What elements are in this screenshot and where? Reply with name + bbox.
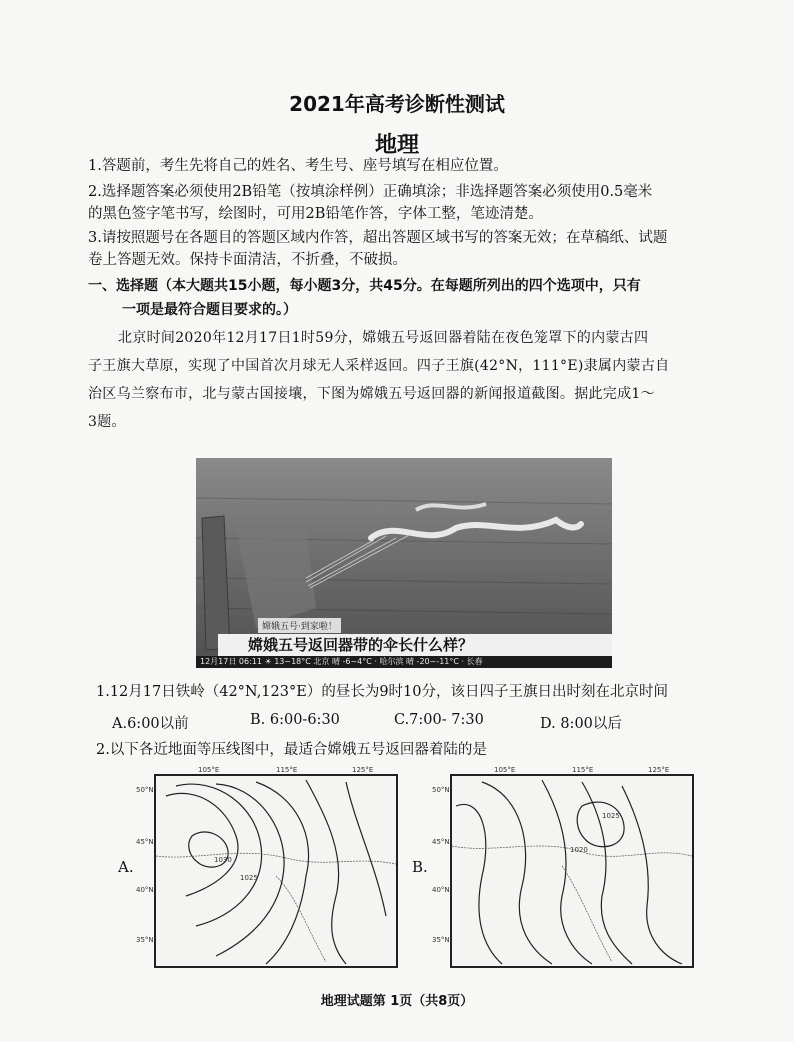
map-b-lon-tick: 105°E — [494, 766, 516, 774]
q1-option-b: B. 6:00-6:30 — [250, 712, 340, 728]
passage-line: 北京时间2020年12月17日1时59分，嫦娥五号返回器着陆在夜色笼罩下的内蒙古四 — [118, 330, 649, 346]
map-b-lat-tick: 40°N — [432, 886, 450, 894]
map-b-lon-tick: 115°E — [572, 766, 594, 774]
map-b-isobar-value: 1025 — [602, 812, 620, 820]
map-a-lat-tick: 35°N — [136, 936, 154, 944]
passage-line: 3题。 — [88, 414, 126, 430]
news-ticker: 12月17日 06:11 ☀ 13~18°C 北京 晴 -6~4°C · 哈尔滨 晴 -20~-11°C · 长春 — [196, 656, 612, 668]
map-b-lat-tick: 45°N — [432, 838, 450, 846]
map-b-lon-tick: 125°E — [648, 766, 670, 774]
instruction-line: 2.选择题答案必须使用2B铅笔（按填涂样例）正确填涂；非选择题答案必须使用0.5毫米 — [88, 184, 653, 200]
instruction-line: 3.请按照题号在各题目的答题区域内作答，超出答题区域书写的答案无效；在草稿纸、试题 — [88, 230, 668, 246]
news-caption: 嫦娥五号返回器带的伞长什么样？ — [218, 634, 612, 656]
q2-stem: 2.以下各近地面等压线图中，最适合嫦娥五号返回器着陆的是 — [96, 742, 487, 758]
subject-title: 地理 — [374, 133, 419, 158]
news-screenshot — [196, 458, 612, 668]
q1-option-c: C.7:00- 7:30 — [394, 712, 484, 728]
section-heading-cont: 一项是最符合题目要求的。） — [122, 302, 297, 318]
q1-option-a: A.6:00以前 — [112, 716, 189, 732]
isobar-lines-b — [452, 776, 692, 966]
map-a-lat-tick: 40°N — [136, 886, 154, 894]
map-b-lat-tick: 35°N — [432, 936, 450, 944]
map-a-label: A. — [118, 858, 134, 876]
map-a-isobar-value: 1025 — [240, 874, 258, 882]
isobar-map-a — [136, 766, 398, 968]
map-a-lon-tick: 125°E — [352, 766, 374, 774]
section-heading: 一、选择题（本大题共15小题，每小题3分，共45分。在每题所列出的四个选项中，只有 — [88, 278, 641, 294]
map-a-isobar-value: 1030 — [214, 856, 232, 864]
instruction-line: 卷上答题无效。保持卡面清洁，不折叠，不破损。 — [88, 252, 407, 268]
map-a-lat-tick: 45°N — [136, 838, 154, 846]
news-tag: 嫦娥五号·到家啦！ — [258, 618, 341, 633]
map-a-lat-tick: 50°N — [136, 786, 154, 794]
instruction-line: 的黑色签字笔书写，绘图时，可用2B铅笔作答，字体工整，笔迹清楚。 — [88, 206, 543, 222]
passage-line: 子王旗大草原，实现了中国首次月球无人采样返回。四子王旗(42°N，111°E)隶属内蒙古自 — [88, 358, 670, 374]
q1-stem: 1.12月17日铁岭（42°N,123°E）的昼长为9时10分，该日四子王旗日出时刻在北京时间 — [96, 684, 668, 700]
passage-line: 治区乌兰察布市，北与蒙古国接壤，下图为嫦娥五号返回器的新闻报道截图。据此完成1～ — [88, 386, 655, 402]
map-b-label: B. — [412, 858, 428, 876]
map-a-lon-tick: 115°E — [276, 766, 298, 774]
page-footer: 地理试题第 1页（共8页） — [320, 994, 474, 1009]
instruction-line: 1.答题前，考生先将自己的姓名、考生号、座号填写在相应位置。 — [88, 158, 508, 174]
q1-option-d: D. 8:00以后 — [540, 716, 622, 732]
map-b-isobar-value: 1020 — [570, 846, 588, 854]
map-b-lat-tick: 50°N — [432, 786, 450, 794]
exam-title: 2021年高考诊断性测试 — [289, 92, 505, 116]
isobar-map-b — [432, 766, 694, 968]
map-a-lon-tick: 105°E — [198, 766, 220, 774]
isobar-lines-a — [156, 776, 396, 966]
